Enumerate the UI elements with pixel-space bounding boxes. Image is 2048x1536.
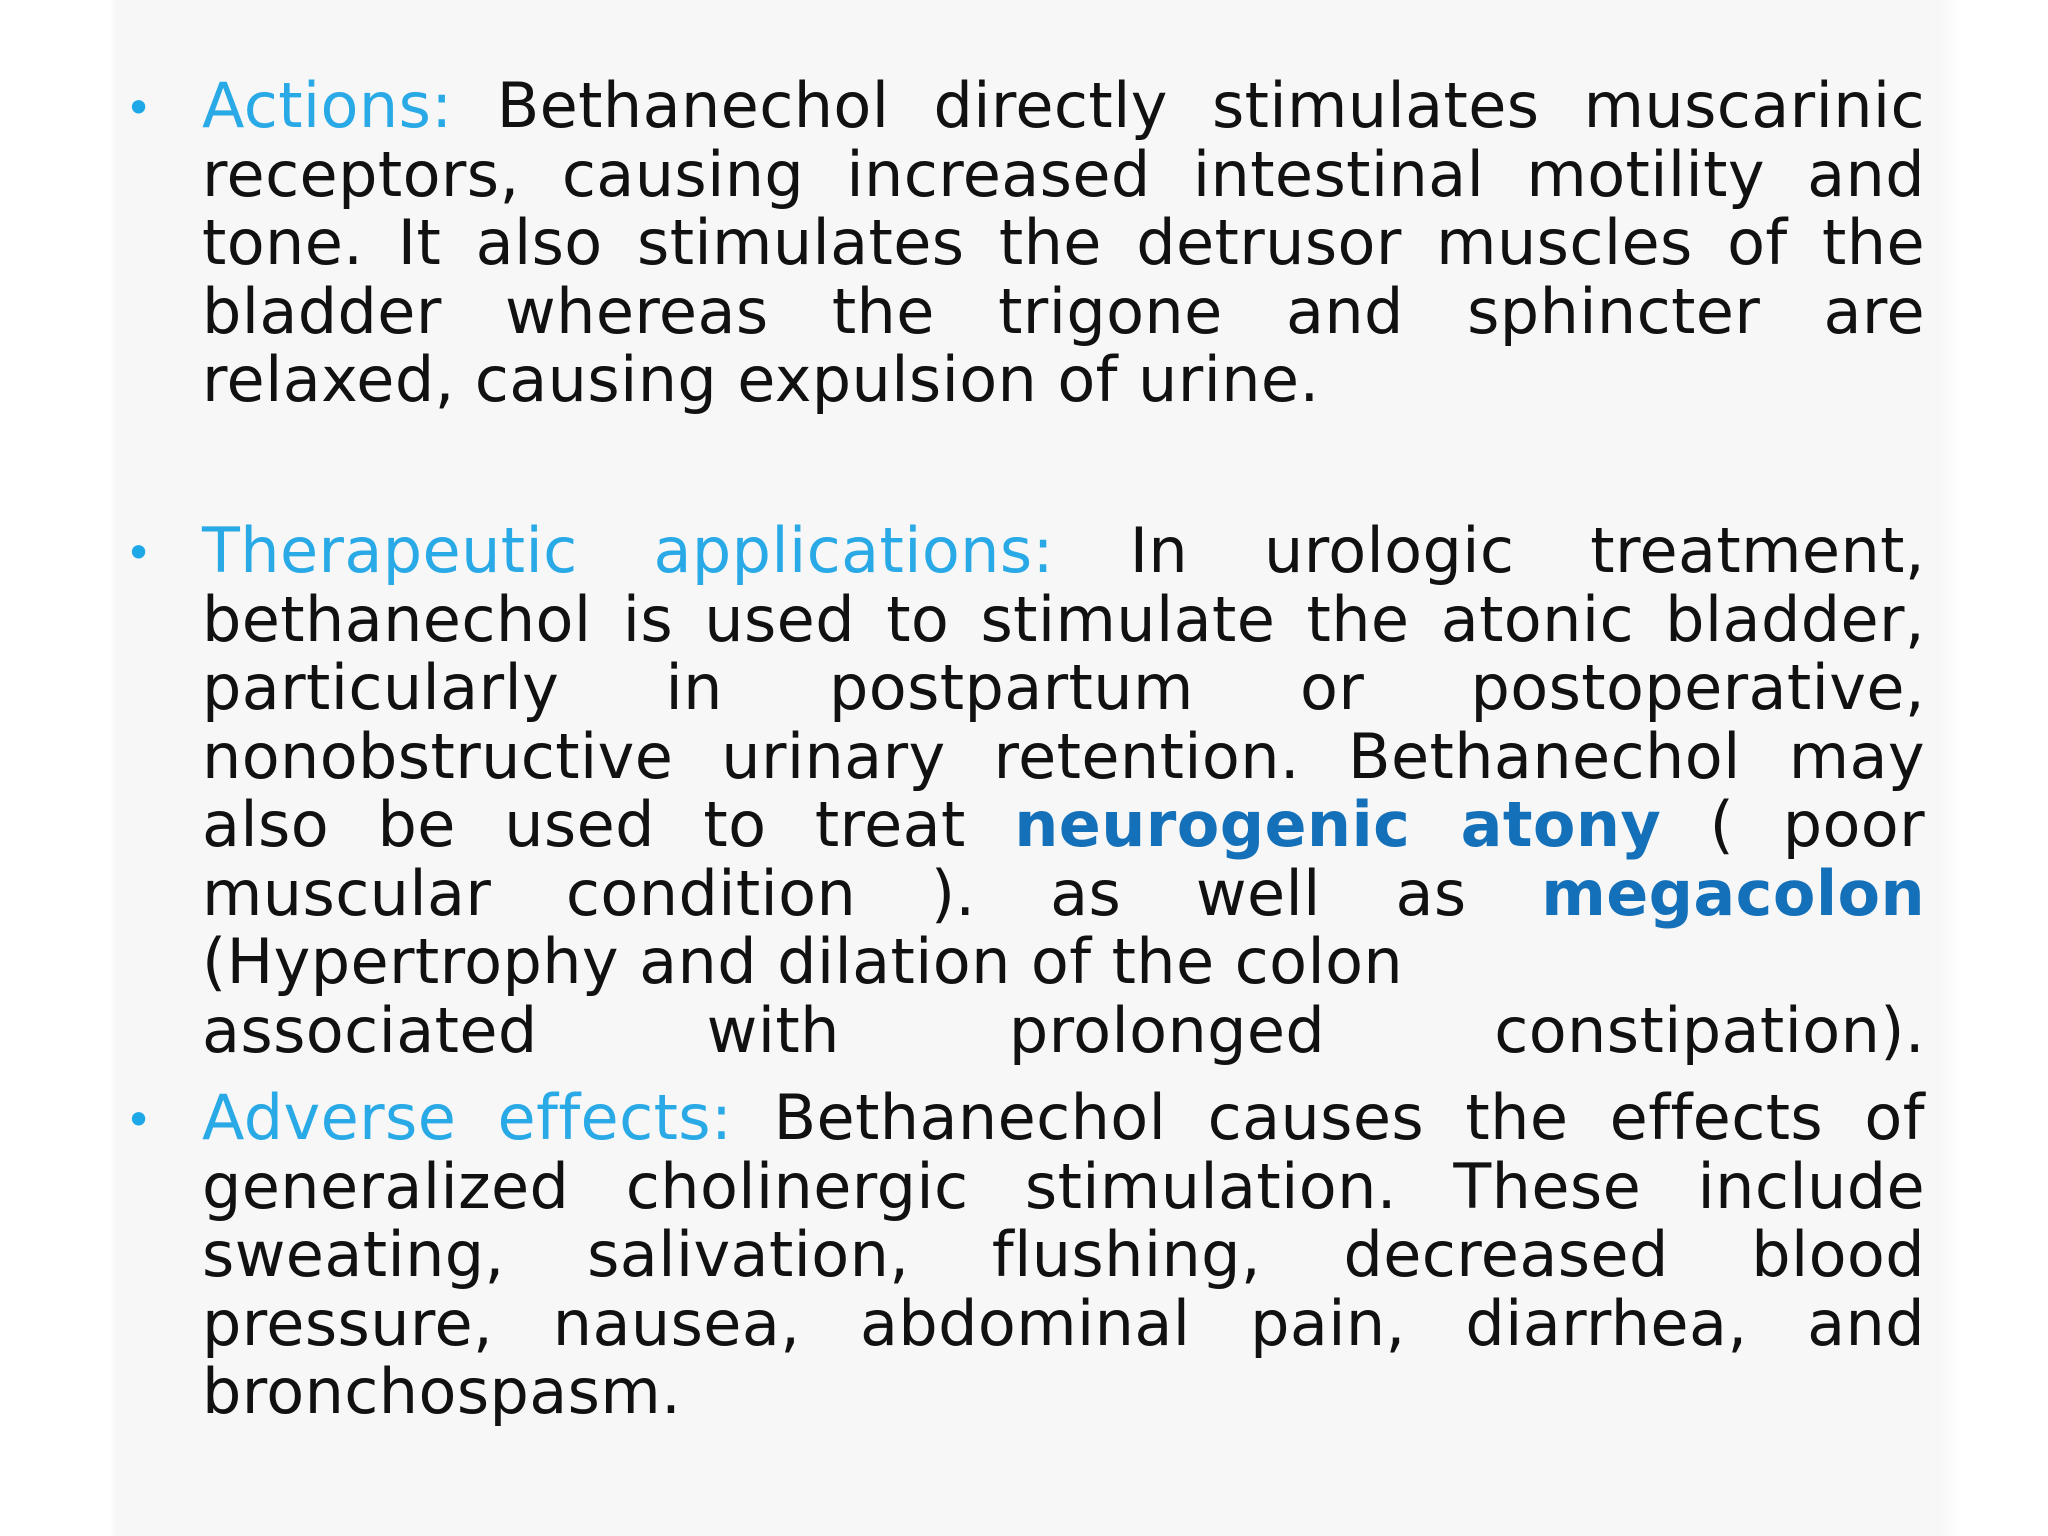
actions-paragraph [202,69,1925,416]
term-megacolon: megacolon [1541,856,1926,930]
term-neurogenic-atony: neurogenic atony [1014,788,1662,861]
therapeutic-text-3: (Hypertrophy and dilation of the colon [202,925,1404,998]
adverse-heading: Adverse effects: [202,1081,733,1154]
therapeutic-text-1: In urologic treatment, bethanechol is used to stimulate the atonic bladder, particularly in postpartum or postoperative, nonobstructive urinary retention. Bethanechol may also be used to treat [202,514,1925,861]
therapeutic-paragraph [202,514,1926,1067]
actions-heading: Actions: [202,69,453,142]
actions-text: Bethanechol directly stimulates muscarinic receptors, causing increased intestinal motility and tone. It also stimulates the detrusor muscles of the bladder whereas the trigone and sphincter are relaxed, causing expulsion of urine. [202,69,1925,416]
bullet-icon: • [125,81,153,135]
adverse-paragraph [202,1081,1925,1428]
therapeutic-heading: Therapeutic applications: [202,514,1054,587]
bullet-icon: • [125,1093,153,1147]
therapeutic-text-4: associated with prolonged constipation). [202,993,1925,1067]
therapeutic-text-2: ( poor muscular condition ). as well as [202,788,1926,930]
bullet-icon: • [125,526,153,580]
adverse-text: Bethanechol causes the effects of generalized cholinergic stimulation. These include sweating, salivation, flushing, decreased blood pressure, nausea, abdominal pain, diarrhea, and bronchospasm. [202,1081,1925,1428]
